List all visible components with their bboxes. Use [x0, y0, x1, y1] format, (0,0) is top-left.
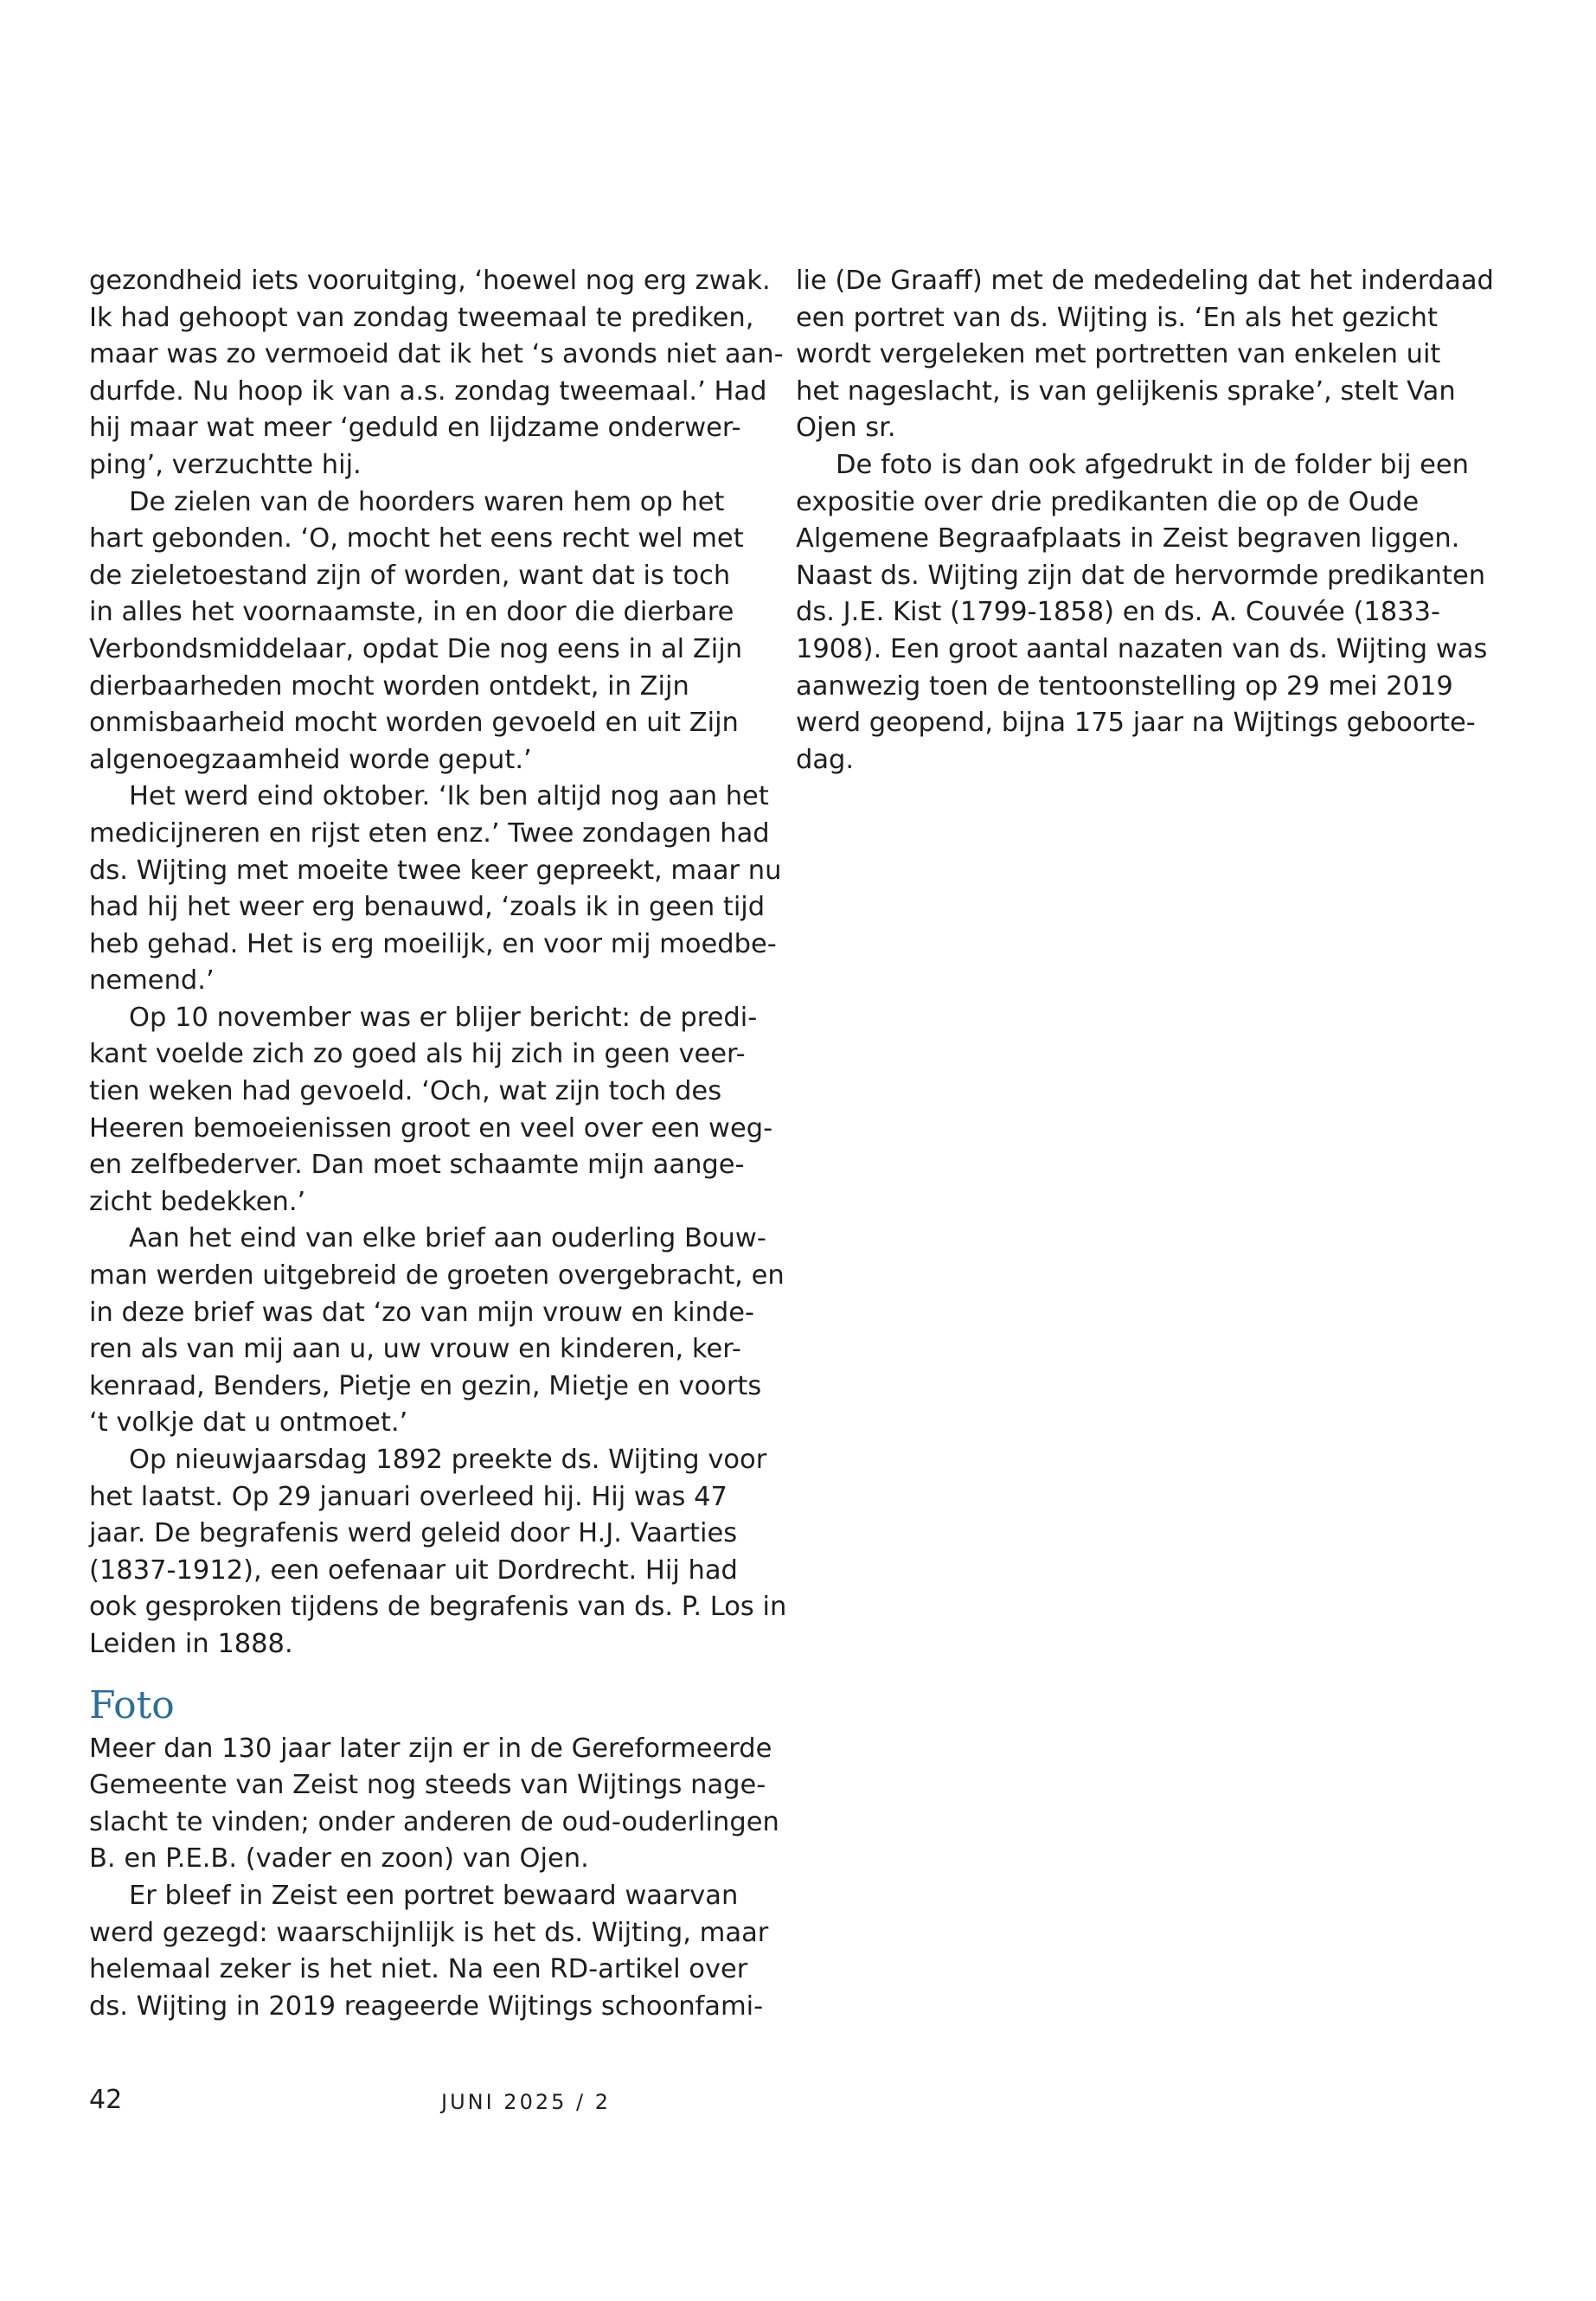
text-line: werd gezegd: waarschijnlijk is het ds. Wijting, maar [89, 1917, 769, 1948]
text-line: lie (De Graaff) met de mededeling dat het inderdaad [796, 266, 1494, 296]
right-column [796, 263, 1494, 779]
text-line: De foto is dan ook afgedrukt in de folder bij een [836, 449, 1469, 480]
text-line: Meer dan 130 jaar later zijn er in de Gereformeerde [89, 1733, 772, 1764]
text-line: onmisbaarheid mocht worden gevoeld en uit Zijn [89, 708, 739, 739]
text-line: in deze brief was dat ‘zo van mijn vrouw en kinde- [89, 1297, 755, 1328]
text-line: Algemene Begraafplaats in Zeist begraven liggen. [796, 523, 1460, 554]
text-line: algenoegzaamheid worde geput.’ [89, 744, 532, 775]
text-line: expositie over drie predikanten die op de Oude [796, 486, 1420, 517]
text-line: (1837-1912), een oefenaar uit Dordrecht. Hij had [89, 1554, 738, 1586]
text-line: ds. J.E. Kist (1799-1858) en ds. A. Couvée (1833- [796, 597, 1440, 628]
text-line: Verbondsmiddelaar, opdat Die nog eens in al Zijn [89, 633, 743, 664]
paragraph-2 [796, 447, 1488, 779]
text-line: en zelfbederver. Dan moet schaamte mijn aange- [89, 1150, 745, 1181]
text-line: Ik had gehoopt van zondag tweemaal te prediken, [89, 302, 754, 333]
left-column [89, 263, 787, 2025]
text-line: Gemeente van Zeist nog steeds van Wijtings nage- [89, 1770, 766, 1801]
text-line: ds. Wijting met moeite twee keer gepreekt, maar nu [89, 855, 782, 886]
text-line: dag. [796, 744, 855, 775]
paragraph-8 [89, 1878, 769, 2025]
text-line: tien weken had gevoeld. ‘Och, wat zijn toch des [89, 1076, 722, 1107]
paragraph-1 [796, 263, 1494, 447]
paragraph-2 [89, 484, 764, 779]
text-line: slacht te vinden; onder anderen de oud-ouderlingen [89, 1806, 779, 1837]
text-line: helemaal zeker is het niet. Na een RD-artikel over [89, 1954, 748, 1985]
text-line: gezondheid iets vooruitging, ‘hoewel nog erg zwak. [89, 266, 771, 296]
paragraph-4 [89, 1000, 773, 1221]
text-line: Leiden in 1888. [89, 1628, 293, 1659]
text-line: het laatst. Op 29 januari overleed hij. Hij was 47 [89, 1481, 727, 1512]
text-line: Ojen sr. [796, 413, 896, 444]
text-line: man werden uitgebreid de groeten overgebracht, en [89, 1260, 785, 1292]
text-line: de zieletoestand zijn of worden, want dat is toch [89, 560, 731, 591]
text-line: in alles het voornaamste, in en door die dierbare [89, 597, 734, 628]
text-line: kenraad, Benders, Pietje en gezin, Mietje en voorts [89, 1370, 762, 1401]
text-line: B. en P.E.B. (vader en zoon) van Ojen. [89, 1843, 589, 1875]
text-line: werd geopend, bijna 175 jaar na Wijtings geboorte- [796, 708, 1476, 739]
text-line: Aan het eind van elke brief aan ouderling Bouw- [129, 1223, 766, 1254]
text-line: hij maar wat meer ‘geduld en lijdzame onderwer- [89, 413, 741, 444]
text-line: aanwezig toen de tentoonstelling op 29 mei 2019 [796, 670, 1453, 702]
paragraph-5 [89, 1221, 785, 1442]
text-line: dierbaarheden mocht worden ontdekt, in Zijn [89, 670, 689, 702]
text-line: maar was zo vermoeid dat ik het ‘s avonds niet aan- [89, 339, 784, 370]
text-line: durfde. Nu hoop ik van a.s. zondag tweemaal.’ Had [89, 375, 767, 407]
issue-label: JUNI 2025 / 2 [441, 2090, 611, 2114]
text-line: Heeren bemoeienissen groot en veel over een weg- [89, 1112, 773, 1144]
text-line: ds. Wijting in 2019 reageerde Wijtings schoonfami- [89, 1990, 764, 2022]
text-line: een portret van ds. Wijting is. ‘En als het gezicht [796, 302, 1438, 333]
page-number: 42 [89, 2085, 123, 2115]
text-line: ‘t volkje dat u ontmoet.’ [89, 1407, 408, 1439]
text-line: Het werd eind oktober. ‘Ik ben altijd nog aan het [129, 781, 769, 812]
paragraph-1 [89, 263, 784, 484]
text-line: Op 10 november was er blijer bericht: de predi- [129, 1002, 758, 1033]
text-line: medicijneren en rijst eten enz.’ Twee zondagen had [89, 817, 770, 849]
text-line: hart gebonden. ‘O, mocht het eens recht wel met [89, 523, 744, 554]
section-heading: Foto [89, 1682, 175, 1727]
text-line: heb gehad. Het is erg moeilijk, en voor mij moedbe- [89, 928, 777, 959]
paragraph-6 [89, 1442, 787, 1663]
text-line: ook gesproken tijdens de begrafenis van ds. P. Los in [89, 1592, 787, 1623]
text-line: 1908). Een groot aantal nazaten van ds. Wijting was [796, 633, 1488, 664]
text-line: Op nieuwjaarsdag 1892 preekte ds. Wijting voor [129, 1445, 767, 1475]
text-line: nemend.’ [89, 965, 215, 997]
text-line: kant voelde zich zo goed als hij zich in geen veer- [89, 1039, 746, 1070]
text-line: Er bleef in Zeist een portret bewaard waarvan [129, 1880, 739, 1911]
paragraph-7 [89, 1731, 779, 1878]
text-line: zicht bedekken.’ [89, 1186, 306, 1217]
text-line: had hij het weer erg benauwd, ‘zoals ik in geen tijd [89, 892, 766, 923]
text-line: wordt vergeleken met portretten van enkelen uit [796, 339, 1441, 370]
text-line: jaar. De begrafenis werd geleid door H.J. Vaarties [89, 1518, 738, 1549]
text-line: Naast ds. Wijting zijn dat de hervormde predikanten [796, 560, 1486, 591]
text-line: De zielen van de hoorders waren hem op het [129, 486, 725, 517]
text-line: ren als van mij aan u, uw vrouw en kinderen, ker- [89, 1334, 741, 1365]
text-line: het nageslacht, is van gelijkenis sprake’, stelt Van [796, 375, 1456, 407]
text-line: ping’, verzuchtte hij. [89, 449, 362, 480]
paragraph-3 [89, 779, 782, 1000]
